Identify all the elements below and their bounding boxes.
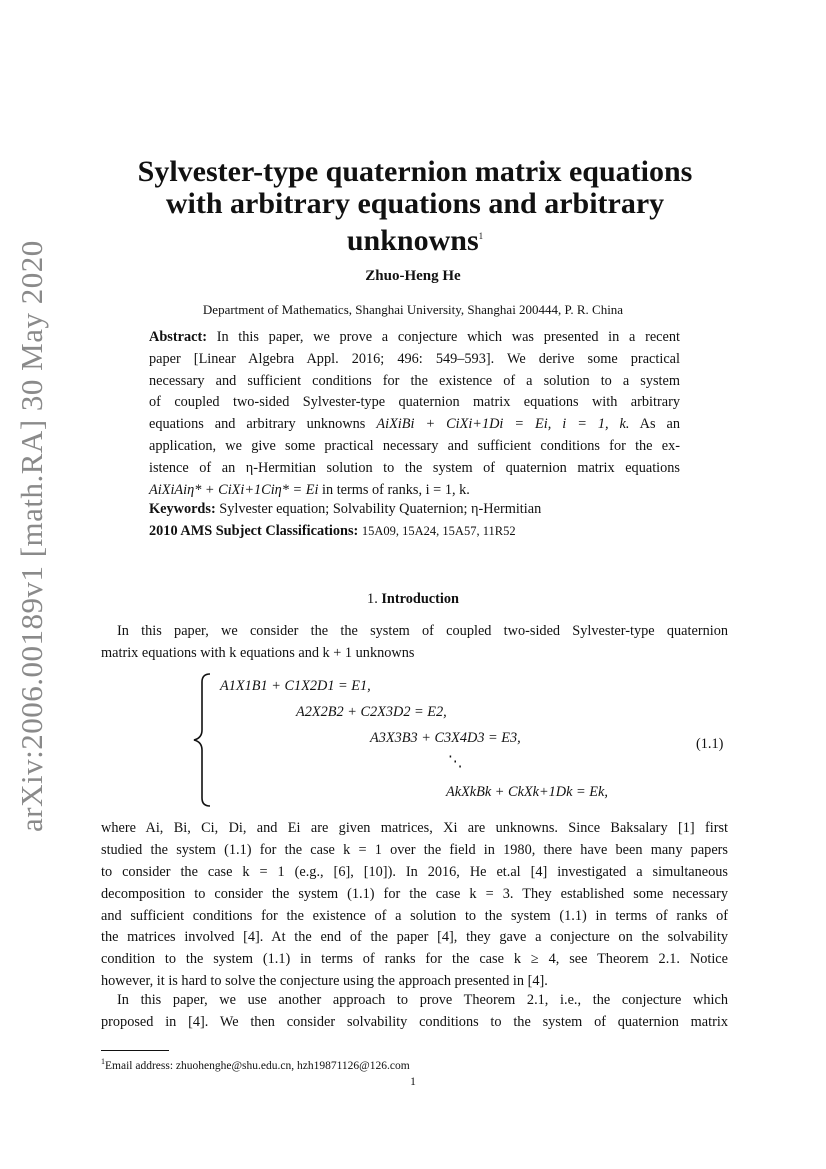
ams-label: 2010 AMS Subject Classifications: <box>149 523 359 539</box>
keywords: Keywords: Sylvester equation; Solvability Quaternion; η-Hermitian <box>149 501 542 517</box>
equation-row-1: A1X1B1 + C1X2D1 = E1, <box>220 678 371 694</box>
keywords-label: Keywords: <box>149 501 216 517</box>
footnote-rule <box>101 1050 169 1051</box>
abstract-label: Abstract: <box>149 329 207 345</box>
equation-row-k: AkXkBk + CkXk+1Dk = Ek, <box>446 784 608 800</box>
ams-classifications: 2010 AMS Subject Classifications: 15A09, 15A24, 15A57, 11R52 <box>149 523 516 539</box>
abstract: Abstract: In this paper, we prove a conjecture which was presented in a recent paper [Linear Algebra Appl. 2016; 496: 549–593]. We derive some practical necessary and sufficient conditions for the existence of a solution to a system of coupled two-sided Sylvester-type quaternion matrix equations with arbitrary equations and arbitrary unknowns AiXiBi + CiXi+1Di = Ei, i = 1, k. As an application, we give some practical necessary and sufficient conditions for the ex- istence of an η-Hermitian solution to the system of quaternion matrix equations AiXiAiη* + CiXi+1Ciη* = Ei in terms of ranks, i = 1, k. <box>149 329 681 498</box>
intro-paragraph-2: where Ai, Bi, Ci, Di, and Ei are given matrices, Xi are unknowns. Since Baksalary [1] first studied the system (1.1) for the case k = 1 over the field in 1980, there have been many papers to consider the case k = 1 (e.g., [6], [10]). In 2016, He et.al [4] investigated a simultaneous decomposition to consider the system (1.1) for the case k = 3. They established some necessary and sufficient conditions for the existence of a solution to the system (1.1) in terms of ranks of the matrices involved [4]. At the end of the paper [4], they gave a conjecture on the solvability condition to the system (1.1) in terms of ranks for the case k ≥ 4, see Theorem 2.1. Notice however, it is hard to solve the conjecture using the approach presented in [4]. <box>101 820 728 990</box>
abstract-inline-equation: AiXiBi + CiXi+1Di = Ei, i = 1, k. <box>376 416 630 433</box>
title-line-2: with arbitrary equations and arbitrary <box>165 187 665 220</box>
footnote-mark: 1 <box>101 1057 105 1066</box>
left-brace <box>190 672 216 808</box>
footnote-email[interactable]: Email address: zhuohenghe@shu.edu.cn, hzh19871126@126.com <box>105 1059 410 1072</box>
title-footnote-mark[interactable]: 1 <box>478 231 484 241</box>
equation-system <box>190 672 810 812</box>
author-affiliation: Department of Mathematics, Shanghai University, Shanghai 200444, P. R. China <box>202 302 624 317</box>
equation-number: (1.1) <box>696 736 724 752</box>
author-name: Zhuo-Heng He <box>365 268 461 284</box>
equation-ellipsis: ⋱ <box>448 754 463 770</box>
footnote <box>101 1057 410 1072</box>
arxiv-identifier[interactable]: arXiv:2006.00189v1 [math.RA] 30 May 2020 <box>14 240 49 832</box>
equation-row-3: A3X3B3 + C3X4D3 = E3, <box>370 730 521 746</box>
title-line-1: Sylvester-type quaternion matrix equations <box>137 155 693 188</box>
abstract-inline-equation-2: AiXiAiη* + CiXi+1Ciη* = Ei <box>149 481 319 498</box>
page-number: 1 <box>410 1076 416 1088</box>
intro-paragraph-3: In this paper, we use another approach to prove Theorem 2.1, i.e., the conjecture which proposed in [4]. We then consider solvability conditions to the system of quaternion matrix <box>101 992 728 1030</box>
equation-row-2: A2X2B2 + C2X3D2 = E2, <box>296 704 447 720</box>
paper-title <box>90 156 740 257</box>
section-heading: 1. Introduction <box>367 591 459 607</box>
intro-paragraph-1: In this paper, we consider the the system of coupled two-sided Sylvester-type quaternion matrix equations with k equations and k + 1 unknowns <box>101 623 728 661</box>
title-line-3: unknowns$^1$ <box>346 224 484 257</box>
